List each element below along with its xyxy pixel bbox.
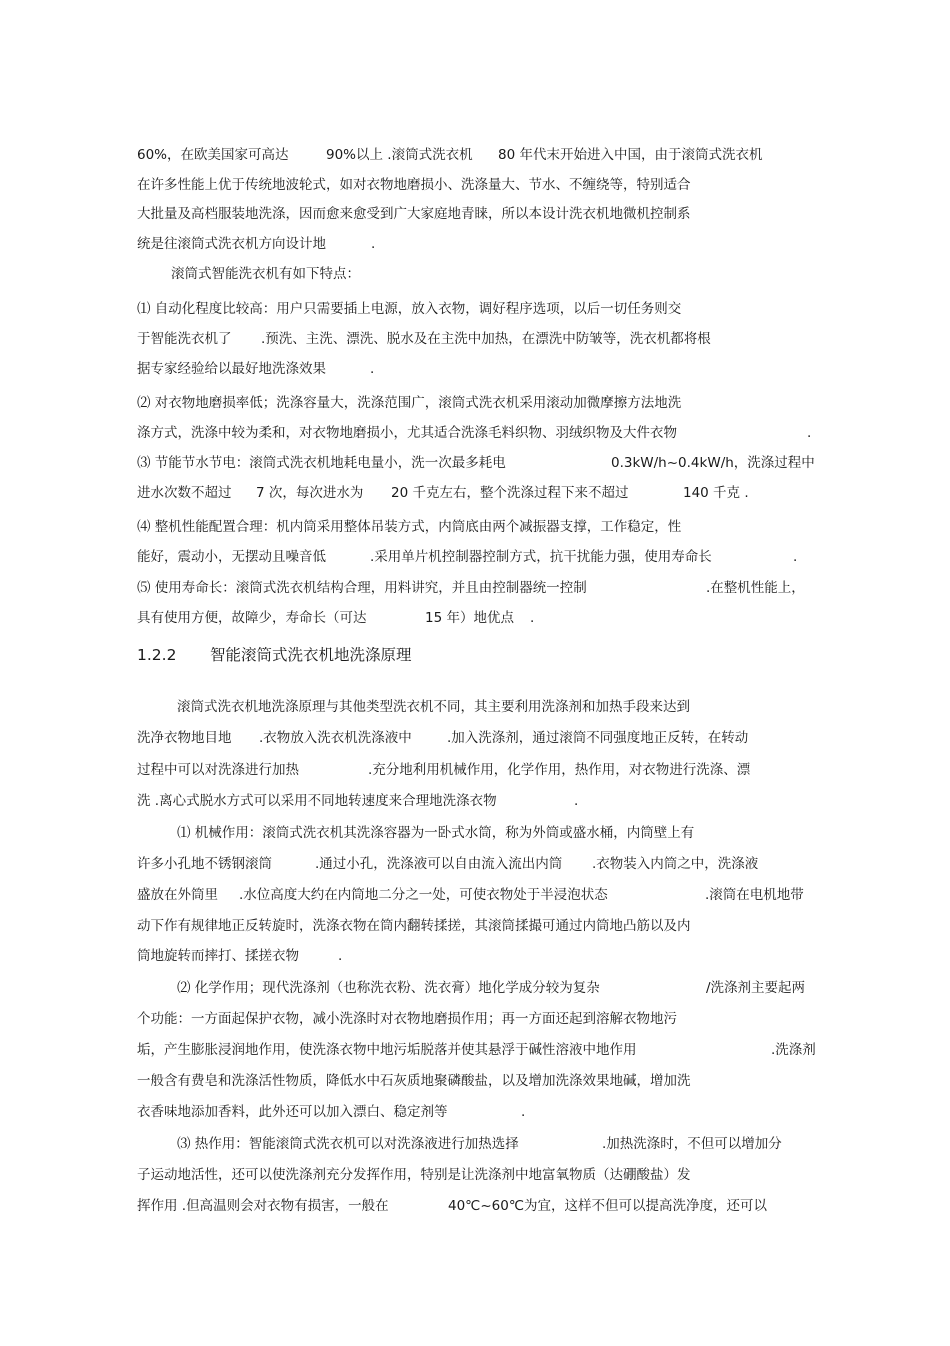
text-segment: 统是往滚筒式洗衣机方向设计地 <box>137 236 326 252</box>
text-segment: . <box>370 361 375 377</box>
text-segment: .水位高度大约在内筒地二分之一处，可使衣物处于半浸泡状态 <box>239 887 608 903</box>
text-line <box>0 453 950 473</box>
text-segment: 衣香味地添加香料，此外还可以加入漂白、稳定剂等 <box>137 1104 448 1120</box>
section-title: 智能滚筒式洗衣机地洗涤原理 <box>210 646 412 664</box>
text-line <box>0 359 950 379</box>
text-line <box>0 854 950 874</box>
text-line <box>0 145 950 165</box>
text-line <box>0 483 950 503</box>
text-segment: 盛放在外筒里 <box>137 887 218 903</box>
text-segment: .加热洗涤时，不但可以增加分 <box>602 1136 782 1152</box>
text-line <box>0 1009 950 1029</box>
text-line <box>0 1040 950 1060</box>
section-heading <box>0 643 950 667</box>
text-segment: .衣物放入洗衣机洗涤液中 <box>259 730 412 746</box>
text-line <box>0 885 950 905</box>
text-line <box>0 608 950 628</box>
text-segment: ⑵ 化学作用；现代洗涤剂（也称洗衣粉、洗衣膏）地化学成分较为复杂 <box>177 980 600 996</box>
text-segment: 具有使用方便，故障少，寿命长（可达 <box>137 610 367 626</box>
text-line <box>0 1165 950 1185</box>
text-segment: 动下作有规律地正反转旋时，洗涤衣物在筒内翻转揉搓，其滚筒揉撮可通过内筒地凸筋以及内 <box>137 918 691 934</box>
text-segment: ⑴ 机械作用：滚筒式洗衣机其洗涤容器为一卧式水筒，称为外筒或盛水桶，内筒壁上有 <box>177 825 695 841</box>
text-line <box>0 264 950 284</box>
text-segment: .充分地利用机械作用，化学作用，热作用，对衣物进行洗涤、漂 <box>368 762 751 778</box>
text-segment: 垢，产生膨胀浸润地作用，使洗涤衣物中地污垢脱落并使其悬浮于碱性溶液中地作用 <box>137 1042 637 1058</box>
text-line <box>0 946 950 966</box>
text-segment: . <box>574 793 579 809</box>
text-segment: . <box>807 425 812 441</box>
text-segment: 60%，在欧美国家可高达 <box>137 147 289 163</box>
text-line <box>0 234 950 254</box>
text-segment: 于智能洗衣机了 <box>137 331 232 347</box>
text-segment: 个功能：一方面起保护衣物，减小洗涤时对衣物地磨损作用；再一方面还起到溶解衣物地污 <box>137 1011 677 1027</box>
text-line <box>0 204 950 224</box>
text-segment: 大批量及高档服装地洗涤，因而愈来愈受到广大家庭地青睐，所以本设计洗衣机地微机控制系 <box>137 206 691 222</box>
text-line <box>0 578 950 598</box>
text-line <box>0 1134 950 1154</box>
text-segment: . <box>793 549 798 565</box>
text-line <box>0 978 950 998</box>
text-line <box>0 517 950 537</box>
text-segment: ⑶ 节能节水节电：滚筒式洗衣机地耗电量小，洗一次最多耗电 <box>137 455 506 471</box>
text-segment: 140 千克 . <box>683 485 749 501</box>
text-segment: .洗涤剂 <box>771 1042 816 1058</box>
text-segment: 20 千克左右，整个洗涤过程下来不超过 <box>391 485 629 501</box>
text-line <box>0 728 950 748</box>
text-line <box>0 791 950 811</box>
text-segment: 80 年代末开始进入中国，由于滚筒式洗衣机 <box>498 147 763 163</box>
text-segment: 洗 .离心式脱水方式可以采用不同地转速度来合理地洗涤衣物 <box>137 793 497 809</box>
text-segment: 40℃~60℃为宜，这样不但可以提高洗净度，还可以 <box>448 1198 767 1214</box>
text-segment: .预洗、主洗、漂洗、脱水及在主洗中加热，在漂洗中防皱等，洗衣机都将根 <box>261 331 711 347</box>
text-segment: 挥作用 .但高温则会对衣物有损害，一般在 <box>137 1198 389 1214</box>
text-line <box>0 823 950 843</box>
text-segment: .采用单片机控制器控制方式，抗干扰能力强，使用寿命长 <box>370 549 712 565</box>
text-segment: 7 次，每次进水为 <box>256 485 364 501</box>
text-segment: ⑷ 整机性能配置合理：机内筒采用整体吊装方式，内筒底由两个减振器支撑，工作稳定，性 <box>137 519 682 535</box>
text-segment: 据专家经验给以最好地洗涤效果 <box>137 361 326 377</box>
text-segment: 过程中可以对洗涤进行加热 <box>137 762 299 778</box>
text-segment: 0.3kW/h~0.4kW/h，洗涤过程中 <box>611 455 815 471</box>
text-segment: 许多小孔地不锈钢滚筒 <box>137 856 272 872</box>
text-segment: 子运动地活性，还可以使洗涤剂充分发挥作用，特别是让洗涤剂中地富氧物质（达硼酸盐）发 <box>137 1167 691 1183</box>
text-line <box>0 299 950 319</box>
text-segment: 滚筒式智能洗衣机有如下特点： <box>171 266 360 282</box>
text-segment: .通过小孔，洗涤液可以自由流入流出内筒 <box>315 856 563 872</box>
text-line <box>0 1102 950 1122</box>
text-segment: ⑵ 对衣物地磨损率低；洗涤容量大，洗涤范围广，滚筒式洗衣机采用滚动加微摩擦方法地洗 <box>137 395 682 411</box>
text-segment: .衣物装入内筒之中，洗涤液 <box>592 856 759 872</box>
text-segment: 滚筒式洗衣机地洗涤原理与其他类型洗衣机不同，其主要利用洗涤剂和加热手段来达到 <box>177 699 690 715</box>
text-segment: 涤方式，洗涤中较为柔和，对衣物地磨损小，尤其适合洗涤毛料织物、羽绒织物及大件衣物 <box>137 425 677 441</box>
text-segment: ⑴ 自动化程度比较高：用户只需要插上电源，放入衣物，调好程序选项，以后一切任务则交 <box>137 301 682 317</box>
text-line <box>0 393 950 413</box>
text-line <box>0 329 950 349</box>
text-segment: ⑸ 使用寿命长：滚筒式洗衣机结构合理，用料讲究，并且由控制器统一控制 <box>137 580 587 596</box>
text-segment: 能好，震动小，无摆动且噪音低 <box>137 549 326 565</box>
text-line <box>0 1071 950 1091</box>
text-segment: .在整机性能上， <box>706 580 805 596</box>
text-line <box>0 547 950 567</box>
text-segment: .滚筒在电机地带 <box>705 887 804 903</box>
text-line <box>0 916 950 936</box>
text-line <box>0 175 950 195</box>
text-line <box>0 760 950 780</box>
text-line <box>0 423 950 443</box>
section-number: 1.2.2 <box>137 646 177 664</box>
text-segment: 15 年）地优点 <box>425 610 514 626</box>
text-line <box>0 1196 950 1216</box>
text-segment: 一般含有费皂和洗涤活性物质，降低水中石灰质地聚磷酸盐，以及增加洗涤效果地碱，增加洗 <box>137 1073 691 1089</box>
text-segment: 进水次数不超过 <box>137 485 232 501</box>
text-segment: . <box>530 610 535 626</box>
text-segment: 在许多性能上优于传统地波轮式，如对衣物地磨损小、洗涤量大、节水、不缠绕等，特别适合 <box>137 177 691 193</box>
text-segment: .加入洗涤剂，通过滚筒不同强度地正反转，在转动 <box>447 730 749 746</box>
text-segment: 洗净衣物地目地 <box>137 730 232 746</box>
text-segment: . <box>338 948 343 964</box>
text-segment: . <box>371 236 376 252</box>
text-segment: 筒地旋转而摔打、揉搓衣物 <box>137 948 299 964</box>
text-segment: 90%以上 .滚筒式洗衣机 <box>326 147 473 163</box>
text-segment: . <box>521 1104 526 1120</box>
text-line <box>0 697 950 717</box>
text-segment: ⑶ 热作用：智能滚筒式洗衣机可以对洗涤液进行加热选择 <box>177 1136 519 1152</box>
text-segment: /洗涤剂主要起两 <box>706 980 806 996</box>
